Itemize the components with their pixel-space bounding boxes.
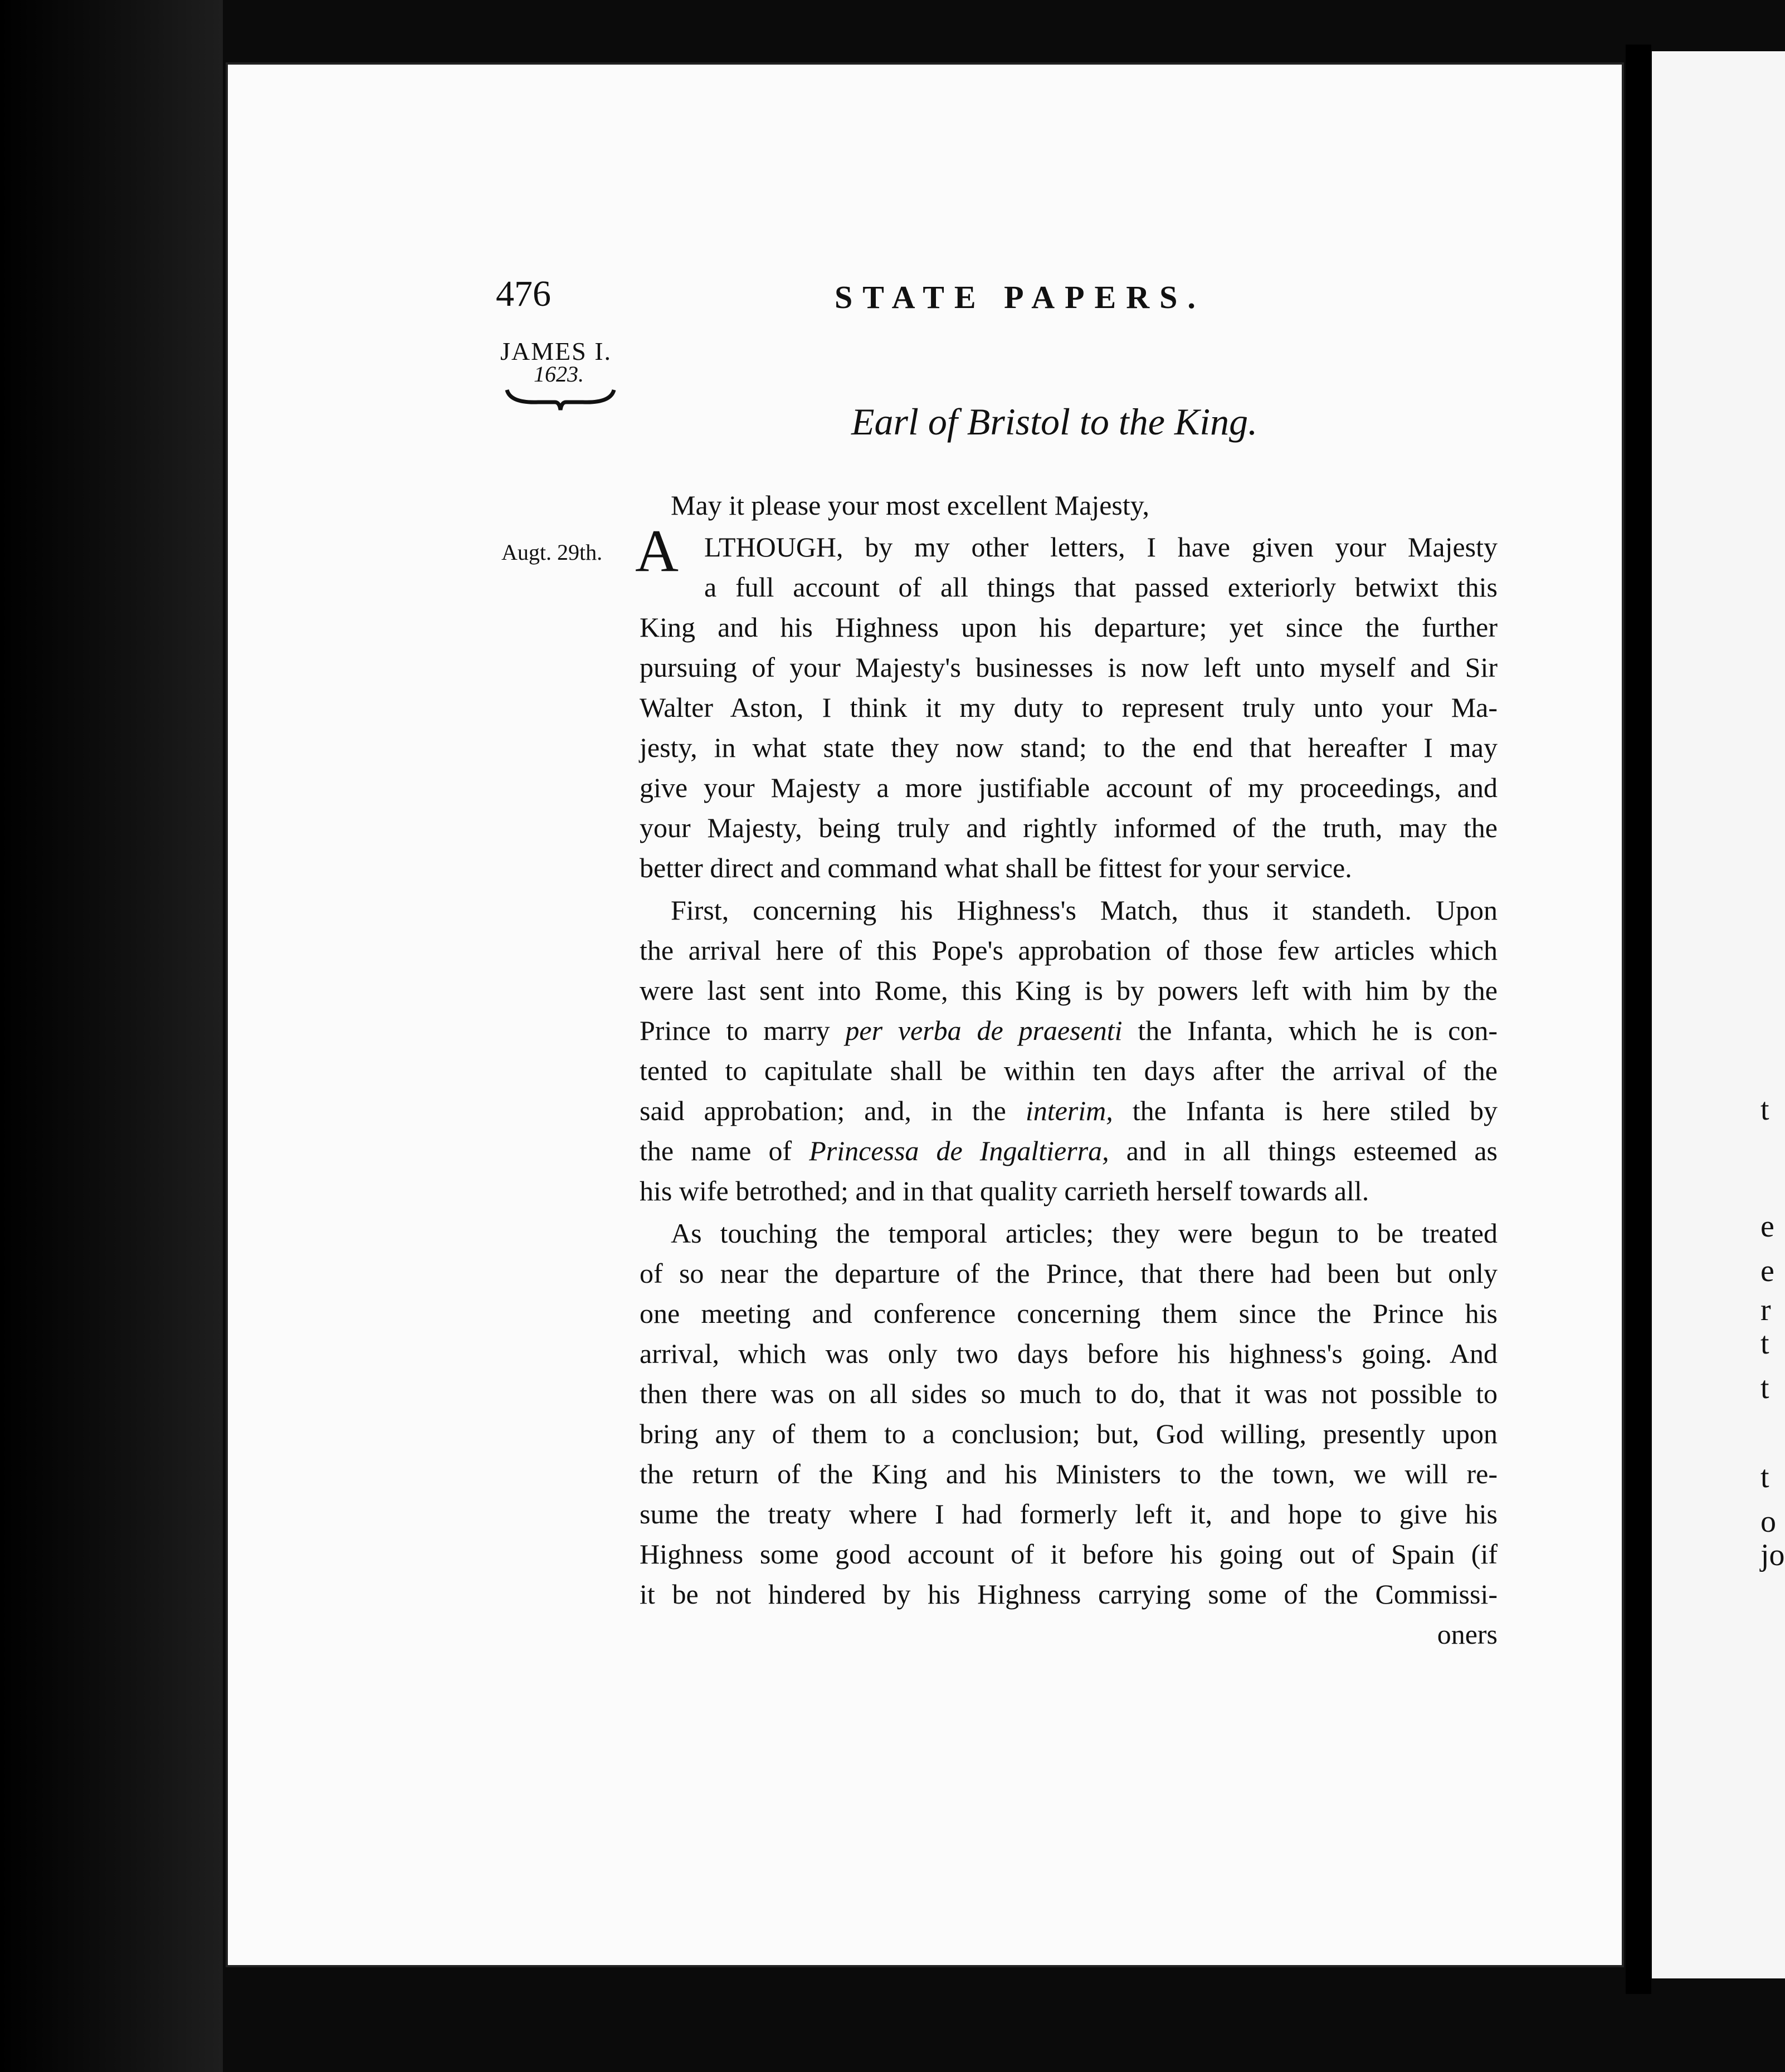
line-segment: said approbation; and, in the	[640, 1095, 1006, 1126]
text-line: the arrival here of this Pope's approbation of those few articles which	[640, 935, 1498, 966]
text-line: of so near the departure of the Prince, that there had been but only	[640, 1258, 1498, 1289]
text-line: were last sent into Rome, this King is by powers left with him by the	[640, 975, 1498, 1006]
latin-phrase: per verba de praesenti	[845, 1015, 1123, 1046]
margin-brace-ornament	[505, 387, 616, 412]
salutation: May it please your most excellent Majesty,	[671, 490, 1150, 521]
text-line: As touching the temporal articles; they were begun to be treated	[671, 1218, 1498, 1249]
document-title: Earl of Bristol to the King.	[851, 400, 1258, 443]
text-line: Walter Aston, I think it my duty to represent truly unto your Ma-	[640, 692, 1498, 723]
fragment-letter: t	[1760, 1092, 1769, 1127]
text-line: jesty, in what state they now stand; to the end that hereafter I may	[640, 732, 1498, 763]
text-line: one meeting and conference concerning them since the Prince his	[640, 1298, 1498, 1329]
text-line: your Majesty, being truly and rightly informed of the truth, may the	[640, 812, 1498, 843]
line-segment: and in all things esteemed as	[1126, 1135, 1498, 1166]
fragment-letter: t	[1760, 1460, 1769, 1494]
scan-border-left	[0, 0, 223, 2072]
text-line: then there was on all sides so much to do, that it was not possible to	[640, 1378, 1498, 1409]
page-number: 476	[496, 273, 551, 314]
book-gutter	[1626, 45, 1651, 1994]
text-line: it be not hindered by his Highness carrying some of the Commissi-	[640, 1579, 1498, 1610]
fragment-letter: r	[1760, 1293, 1771, 1327]
fragment-letter: o	[1760, 1504, 1776, 1539]
text-line: his wife betrothed; and in that quality carrieth herself towards all.	[640, 1175, 1369, 1206]
text-line	[640, 1131, 1498, 1171]
fragment-letter: jo	[1760, 1538, 1785, 1572]
text-line: better direct and command what shall be fittest for your service.	[640, 852, 1352, 883]
spanish-title: Princessa de Ingaltierra,	[809, 1135, 1109, 1166]
text-line: tented to capitulate shall be within ten days after the arrival of the	[640, 1055, 1498, 1086]
line-segment: the Infanta is here stiled by	[1132, 1095, 1498, 1126]
text-line: bring any of them to a conclusion; but, God willing, presently upon	[640, 1418, 1498, 1449]
facing-page-edge	[1652, 51, 1785, 1978]
text-line	[640, 1091, 1498, 1131]
text-line	[640, 1010, 1498, 1050]
line-segment: the name of	[640, 1135, 792, 1166]
text-line: a full account of all things that passed exteriorly betwixt this	[704, 571, 1498, 603]
text-line: pursuing of your Majesty's businesses is now left unto myself and Sir	[640, 652, 1498, 683]
fragment-letter: t	[1760, 1326, 1769, 1361]
drop-cap: A	[635, 518, 679, 584]
margin-reign: JAMES I.	[500, 337, 612, 365]
catchword: oners	[1437, 1619, 1498, 1650]
text-line: the return of the King and his Ministers to the town, we will re-	[640, 1458, 1498, 1489]
fragment-letter: t	[1760, 1371, 1769, 1405]
fragment-letter: e	[1760, 1254, 1774, 1288]
text-line: Highness some good account of it before his going out of Spain (if	[640, 1538, 1498, 1570]
text-line: First, concerning his Highness's Match, thus it standeth. Upon	[671, 895, 1498, 926]
fragment-letter: e	[1760, 1209, 1774, 1244]
margin-date: Augt. 29th.	[501, 540, 603, 565]
text-line: sume the treaty where I had formerly left it, and hope to give his	[640, 1498, 1498, 1529]
line-segment: Prince to marry	[640, 1015, 830, 1046]
text-line: give your Majesty a more justifiable account of my proceedings, and	[640, 772, 1498, 803]
text-line: King and his Highness upon his departure; yet since the further	[640, 612, 1498, 643]
line-segment: the Infanta, which he is con-	[1138, 1015, 1498, 1046]
margin-year: 1623.	[534, 361, 584, 387]
text-line: arrival, which was only two days before his highness's going. And	[640, 1338, 1498, 1369]
running-head: STATE PAPERS.	[835, 279, 1206, 315]
latin-word: interim,	[1025, 1095, 1113, 1126]
text-line: LTHOUGH, by my other letters, I have given your Majesty	[704, 531, 1498, 563]
